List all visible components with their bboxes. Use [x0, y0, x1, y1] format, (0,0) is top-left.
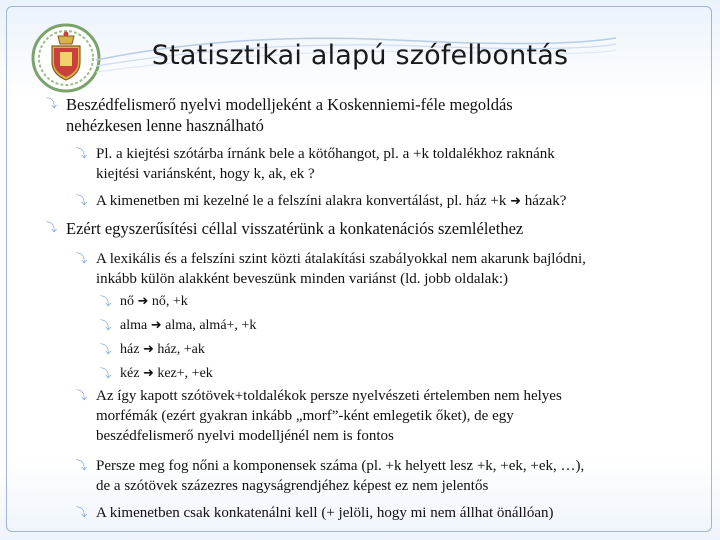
curly-arrow-bullet-icon: ⤵: [76, 194, 87, 207]
right-arrow-icon: ➜: [142, 342, 154, 357]
bullet-item-1: [46, 94, 690, 136]
curly-arrow-bullet-icon: ⤵: [46, 221, 57, 234]
bullet-line: A kimenetben csak konkatenálni kell (+ jelöli, hogy mi nem állhat önállóan): [96, 505, 554, 521]
right-arrow-icon: ➜: [150, 318, 162, 333]
bullet-line: kiejtési variánsként, hogy k, ak, ek ?: [96, 166, 315, 182]
right-arrow-icon: ➜: [142, 366, 154, 381]
bullet-line: nő, +k: [151, 294, 188, 309]
bullet-line: de a szótövek százezres nagyságrendjéhez képest ez nem jelentős: [96, 478, 489, 494]
bullet-line: házak?: [524, 193, 567, 209]
bullet-line: Pl. a kiejtési szótárba írnánk bele a kötőhangot, pl. a +k toldalékhoz raknánk: [96, 146, 555, 162]
right-arrow-icon: ➜: [137, 294, 149, 309]
curly-arrow-bullet-icon: ⤵: [100, 319, 111, 332]
right-arrow-icon: ➜: [510, 194, 522, 209]
bullet-item-8: [100, 340, 704, 360]
curly-arrow-bullet-icon: ⤵: [76, 506, 87, 519]
bullet-item-7: [100, 316, 704, 336]
bullet-line: Ezért egyszerűsítési céllal visszatérünk a konkatenációs szemlélethez: [66, 219, 524, 238]
bullet-line: inkább külön alakként beveszünk minden variánst (ld. jobb oldalak:): [96, 271, 508, 287]
bullet-item-3: [76, 191, 710, 212]
curly-arrow-bullet-icon: ⤵: [76, 252, 87, 265]
bullet-line: Persze meg fog nőni a komponensek száma (pl. +k helyett lesz +k, +ek, +ek, …),: [96, 458, 585, 474]
bullet-line: beszédfelismerő nyelvi modelljénél nem is fontos: [96, 428, 394, 444]
curly-arrow-bullet-icon: ⤵: [76, 459, 87, 472]
bullet-line: kez+, +ek: [157, 366, 213, 381]
bullet-line: alma, almá+, +k: [165, 318, 257, 333]
curly-arrow-bullet-icon: ⤵: [100, 295, 111, 308]
bullet-line: ház, +ak: [157, 342, 205, 357]
bullet-line: alma: [120, 318, 148, 333]
bullet-line: Beszédfelismerő nyelvi modelljeként a Koskenniemi-féle megoldás: [66, 95, 513, 114]
bullet-item-10: [76, 386, 710, 446]
slide-title: Statisztikai alapú szófelbontás: [151, 40, 569, 71]
bullet-line: ház: [120, 342, 140, 357]
bullet-item-5: [76, 249, 710, 289]
bullet-line: A kimenetben mi kezelné le a felszíni alakra konvertálást, pl. ház +k: [96, 193, 507, 209]
bullet-item-11: [76, 456, 710, 496]
bullet-item-6: [100, 292, 704, 312]
bullet-item-9: [100, 364, 704, 384]
curly-arrow-bullet-icon: ⤵: [100, 367, 111, 380]
curly-arrow-bullet-icon: ⤵: [46, 97, 57, 110]
bullet-line: morfémák (ezért gyakran inkább „morf”-ként emlegetik őket), de egy: [96, 408, 514, 424]
curly-arrow-bullet-icon: ⤵: [76, 389, 87, 402]
bullet-line: A lexikális és a felszíni szint közti átalakítási szabályokkal nem akarunk bajlódni,: [96, 251, 586, 267]
bullet-line: nő: [120, 294, 134, 309]
bullet-item-2: [76, 144, 710, 184]
bullet-item-12: [76, 503, 710, 523]
bullet-line: kéz: [120, 366, 140, 381]
curly-arrow-bullet-icon: ⤵: [100, 343, 111, 356]
bullet-line: nehézkesen lenne használható: [66, 116, 264, 135]
bullet-item-4: [46, 218, 690, 239]
curly-arrow-bullet-icon: ⤵: [76, 147, 87, 160]
bullet-line: Az így kapott szótövek+toldalékok persze nyelvészeti értelemben nem helyes: [96, 388, 562, 404]
